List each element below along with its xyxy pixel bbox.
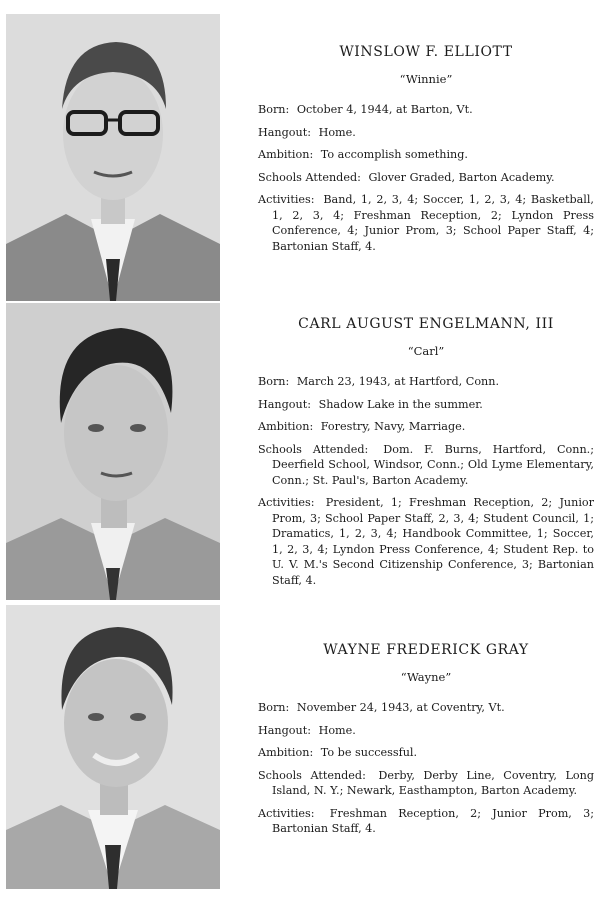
born-label: Born: xyxy=(258,375,290,388)
student-name: WAYNE FREDERICK GRAY xyxy=(323,642,529,658)
born-field xyxy=(258,102,594,118)
schools-value: Glover Graded, Barton Academy. xyxy=(368,170,555,184)
entry-info xyxy=(258,44,594,261)
ambition-label: Ambition: xyxy=(258,420,314,433)
portrait-photo xyxy=(6,605,220,889)
schools-field xyxy=(258,442,594,489)
portrait-photo xyxy=(6,14,220,301)
born-value: March 23, 1943, at Hartford, Conn. xyxy=(296,375,500,388)
schools-label: Schools Attended: xyxy=(258,170,361,184)
born-value: November 24, 1943, at Coventry, Vt. xyxy=(296,701,505,714)
person-silhouette-icon xyxy=(6,605,220,889)
ambition-value: Forestry, Navy, Marriage. xyxy=(320,420,466,433)
student-nickname: “Wayne” xyxy=(400,670,452,684)
born-field xyxy=(258,700,594,716)
ambition-label: Ambition: xyxy=(258,746,314,759)
born-label: Born: xyxy=(258,103,290,116)
person-silhouette-icon xyxy=(6,303,220,600)
ambition-label: Ambition: xyxy=(258,148,314,161)
activities-label: Activities: xyxy=(258,806,315,820)
hangout-field xyxy=(258,397,594,413)
ambition-field xyxy=(258,147,594,163)
born-label: Born: xyxy=(258,701,290,714)
entry-info xyxy=(258,316,594,595)
activities-value: President, 1; Freshman Reception, 2; Junior Prom, 3; School Paper Staff, 2, 3, 4; Student Council, 1; Dramatics, 1, 2, 3, 4; Handbook Committee, 1; Soccer, 1, 2, 3, 4; Lyndon Press Conference, 4; Student Rep. to U. V. M.'s Second Citizenship Conference, 3; Bartonian Staff, 4. xyxy=(272,496,594,587)
student-nickname: “Winnie” xyxy=(399,72,453,86)
schools-field xyxy=(258,768,594,799)
ambition-field xyxy=(258,745,594,761)
born-field xyxy=(258,374,594,390)
entry-info xyxy=(258,642,594,844)
schools-label: Schools Attended: xyxy=(258,768,366,782)
hangout-label: Hangout: xyxy=(258,723,311,737)
schools-value: Dom. F. Burns, Hartford, Conn.; Deerfield School, Windsor, Conn.; Old Lyme Elementary, Conn.; St. Paul's, Barton Academy. xyxy=(272,442,594,487)
hangout-field xyxy=(258,723,594,739)
person-silhouette-icon xyxy=(6,14,220,301)
hangout-value: Home. xyxy=(318,723,356,737)
hangout-label: Hangout: xyxy=(258,397,311,411)
ambition-value: To accomplish something. xyxy=(320,148,468,161)
ambition-field xyxy=(258,419,594,435)
born-value: October 4, 1944, at Barton, Vt. xyxy=(296,103,473,116)
ambition-value: To be successful. xyxy=(320,746,418,759)
schools-field xyxy=(258,170,594,186)
activities-value: Freshman Reception, 2; Junior Prom, 3; Bartonian Staff, 4. xyxy=(272,806,594,835)
schools-label: Schools Attended: xyxy=(258,442,369,456)
hangout-value: Shadow Lake in the summer. xyxy=(318,397,483,411)
activities-value: Band, 1, 2, 3, 4; Soccer, 1, 2, 3, 4; Basketball, 1, 2, 3, 4; Freshman Reception, 2; Lyndon Press Conference, 4; Junior Prom, 3; School Paper Staff, 4; Bartonian Staff, 4. xyxy=(272,193,594,253)
activities-field xyxy=(258,192,594,254)
student-name: CARL AUGUST ENGELMANN, III xyxy=(298,316,554,332)
hangout-field xyxy=(258,125,594,141)
student-name: WINSLOW F. ELLIOTT xyxy=(339,44,513,60)
activities-field xyxy=(258,495,594,588)
activities-label: Activities: xyxy=(258,496,315,509)
hangout-label: Hangout: xyxy=(258,125,311,139)
student-nickname: “Carl” xyxy=(407,344,445,358)
activities-label: Activities: xyxy=(258,193,315,206)
activities-field xyxy=(258,806,594,837)
schools-value: Derby, Derby Line, Coventry, Long Island, N. Y.; Newark, Easthampton, Barton Academy. xyxy=(272,768,594,797)
hangout-value: Home. xyxy=(318,125,356,139)
portrait-photo xyxy=(6,303,220,600)
